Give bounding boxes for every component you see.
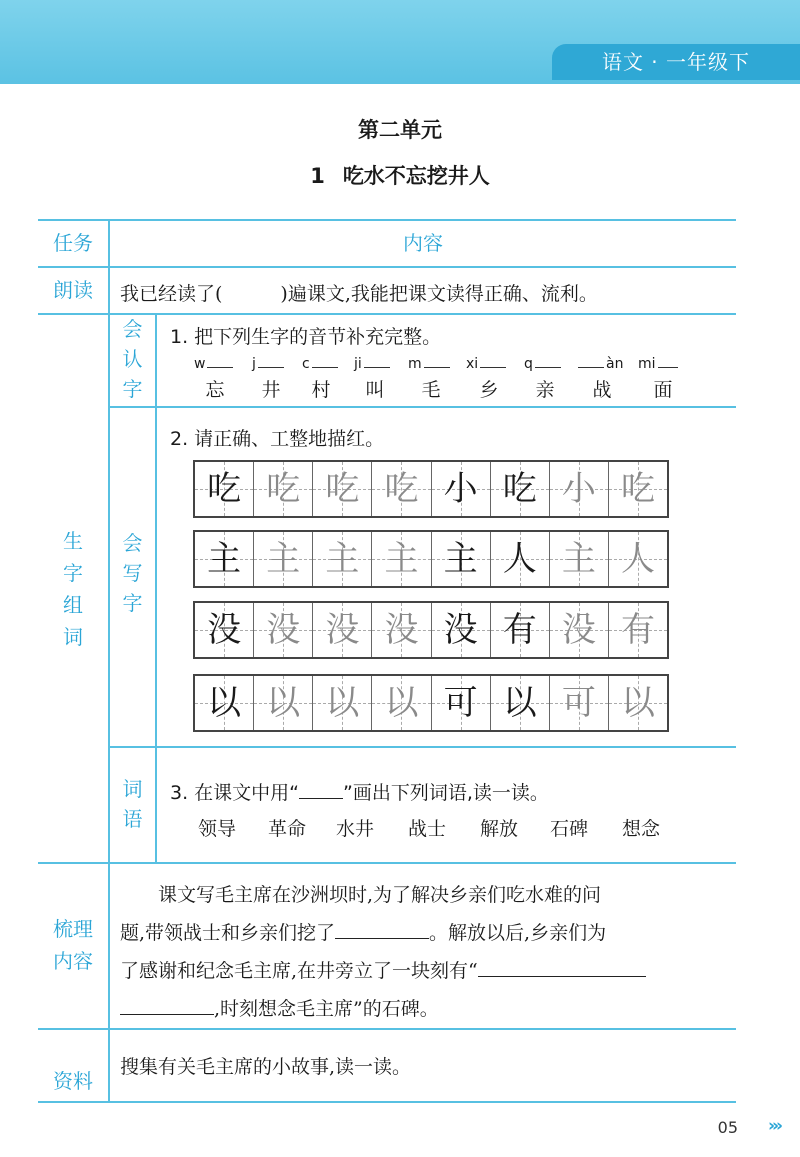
tracing-cell[interactable]: 吃	[254, 462, 313, 516]
summary-label	[38, 913, 108, 977]
tracing-cell[interactable]: 没	[254, 603, 313, 657]
char-item: 叫	[365, 379, 385, 401]
table-rule	[108, 746, 736, 748]
tracing-cell[interactable]: 没	[372, 603, 431, 657]
char-item: 井	[261, 379, 281, 401]
write-label	[110, 528, 155, 618]
tracing-cell[interactable]: 小	[432, 462, 491, 516]
recognize-instruction: 1. 把下列生字的音节补充完整。	[170, 326, 442, 348]
table-rule	[38, 1101, 736, 1103]
read-text-before: 我已经读了(	[120, 283, 223, 305]
char-item: 战	[592, 379, 612, 401]
read-text	[120, 279, 598, 306]
pinyin-item[interactable]: q	[524, 355, 561, 372]
tracing-cell[interactable]: 以	[372, 676, 431, 730]
summary-line-3: 了感谢和纪念毛主席,在井旁立了一块刻有“	[120, 956, 646, 983]
tracing-cell[interactable]: 没	[195, 603, 254, 657]
table-rule	[38, 219, 736, 221]
tracing-cell[interactable]: 没	[550, 603, 609, 657]
lesson-title	[0, 160, 800, 190]
summary-line-4: ,时刻想念毛主席”的石碑。	[120, 994, 439, 1021]
pinyin-item[interactable]: m	[408, 355, 450, 372]
pinyin-item[interactable]: c	[302, 355, 338, 372]
tracing-cell[interactable]: 人	[491, 532, 550, 586]
section-label-char: 词	[63, 625, 83, 649]
char-item: 亲	[535, 379, 555, 401]
tracing-cell[interactable]: 有	[491, 603, 550, 657]
words-label-char: 语	[122, 807, 143, 831]
word-item[interactable]: 战士	[408, 818, 447, 840]
section-label	[38, 525, 108, 653]
tracing-cell[interactable]: 可	[432, 676, 491, 730]
recognize-label-char: 认	[122, 347, 143, 371]
tracing-cell[interactable]: 以	[609, 676, 667, 730]
unit-title: 第二单元	[358, 118, 442, 142]
tracing-cell[interactable]: 没	[313, 603, 372, 657]
char-item: 乡	[479, 379, 499, 401]
write-instruction: 2. 请正确、工整地描红。	[170, 428, 385, 450]
inscription-blank-2[interactable]	[120, 1000, 214, 1015]
content-header: 内容	[403, 231, 443, 255]
tracing-cell[interactable]: 主	[372, 532, 431, 586]
section-label-char: 组	[63, 593, 83, 617]
section-label-char: 字	[63, 561, 83, 585]
inscription-blank-1[interactable]	[478, 962, 646, 977]
pinyin-item[interactable]: mi	[638, 355, 678, 372]
recognize-label-char: 会	[122, 317, 143, 341]
tracing-cell[interactable]: 没	[432, 603, 491, 657]
table-rule	[38, 862, 736, 864]
recognize-label-char: 字	[122, 377, 143, 401]
word-item[interactable]: 石碑	[550, 818, 589, 840]
table-rule	[38, 266, 736, 268]
tracing-cell[interactable]: 吃	[609, 462, 667, 516]
subject-tab: 语文 · 一年级下	[552, 44, 800, 80]
table-rule	[108, 406, 736, 408]
tracing-cell[interactable]: 以	[491, 676, 550, 730]
recognize-label	[110, 314, 155, 404]
words-label	[110, 774, 155, 834]
well-answer-blank[interactable]	[335, 924, 429, 939]
tracing-cell[interactable]: 以	[254, 676, 313, 730]
pinyin-item[interactable]: xi	[466, 355, 506, 372]
tracing-cell[interactable]: 人	[609, 532, 667, 586]
tracing-grid-row	[193, 530, 669, 588]
words-instruction	[170, 778, 549, 805]
tracing-cell[interactable]: 吃	[313, 462, 372, 516]
tracing-cell[interactable]: 吃	[491, 462, 550, 516]
write-label-char: 字	[122, 591, 143, 615]
chevron-right-icon: ›››	[767, 1116, 780, 1136]
section-label-char: 生	[63, 529, 83, 553]
tracing-cell[interactable]: 主	[254, 532, 313, 586]
char-item: 忘	[205, 379, 225, 401]
pinyin-item[interactable]: àn	[578, 355, 623, 372]
underline-sample	[299, 784, 343, 799]
lesson-name: 吃水不忘挖井人	[342, 164, 490, 188]
words-instruction-after: ”画出下列词语,读一读。	[343, 782, 549, 804]
write-label-char: 会	[122, 531, 143, 555]
tracing-cell[interactable]: 以	[195, 676, 254, 730]
tracing-cell[interactable]: 可	[550, 676, 609, 730]
tracing-grid-row	[193, 601, 669, 659]
tracing-cell[interactable]: 小	[550, 462, 609, 516]
read-label: 朗读	[53, 278, 93, 302]
tracing-cell[interactable]: 有	[609, 603, 667, 657]
pinyin-item[interactable]: j	[252, 355, 284, 372]
char-item: 村	[311, 379, 331, 401]
tracing-cell[interactable]: 主	[432, 532, 491, 586]
tracing-cell[interactable]: 吃	[372, 462, 431, 516]
word-item[interactable]: 解放	[480, 818, 519, 840]
material-text: 搜集有关毛主席的小故事,读一读。	[120, 1056, 412, 1078]
word-item[interactable]: 革命	[268, 818, 307, 840]
word-item[interactable]: 想念	[622, 818, 661, 840]
word-item[interactable]: 水井	[336, 818, 375, 840]
table-rule	[38, 1028, 736, 1030]
page-number: 05	[717, 1118, 738, 1137]
tracing-grid-row	[193, 460, 669, 518]
word-item[interactable]: 领导	[198, 818, 237, 840]
summary-line-1: 课文写毛主席在沙洲坝时,为了解决乡亲们吃水难的问	[158, 884, 602, 906]
tracing-grid-row	[193, 674, 669, 732]
pinyin-item[interactable]: ji	[354, 355, 390, 372]
summary-line-2: 题,带领战士和乡亲们挖了 。解放以后,乡亲们为	[120, 922, 607, 944]
pinyin-item[interactable]: w	[194, 355, 233, 372]
summary-label-line: 梳理	[53, 917, 93, 941]
table-rule	[155, 313, 157, 862]
tracing-cell[interactable]: 主	[195, 532, 254, 586]
summary-label-line: 内容	[53, 949, 93, 973]
tracing-cell[interactable]: 以	[313, 676, 372, 730]
read-text-after: )遍课文,我能把课文读得正确、流利。	[280, 283, 598, 305]
char-item: 面	[653, 379, 673, 401]
material-label: 资料	[53, 1069, 93, 1093]
words-instruction-before: 3. 在课文中用“	[170, 782, 300, 804]
lesson-number: 1	[310, 164, 325, 188]
tracing-cell[interactable]: 主	[550, 532, 609, 586]
task-header: 任务	[53, 231, 93, 255]
tracing-cell[interactable]: 吃	[195, 462, 254, 516]
write-label-char: 写	[122, 561, 143, 585]
tracing-cell[interactable]: 主	[313, 532, 372, 586]
words-label-char: 词	[122, 777, 143, 801]
char-item: 毛	[421, 379, 441, 401]
